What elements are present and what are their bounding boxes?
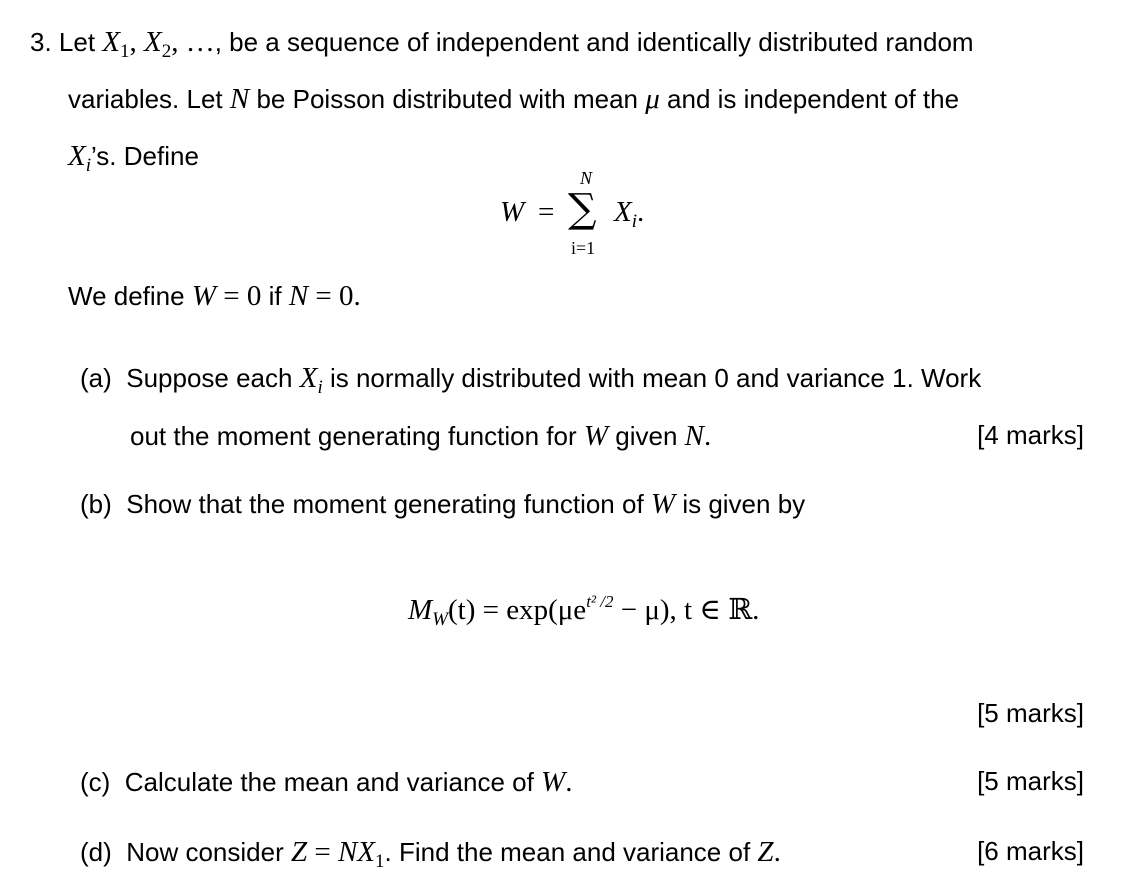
mgf-main: (t) = exp(μe	[448, 594, 587, 626]
def-text: We define	[68, 281, 185, 311]
part-a-xi: $X_i$	[299, 362, 323, 398]
mgf-m: M	[408, 594, 433, 626]
part-a-text4: given	[615, 421, 678, 451]
ellipsis: …	[185, 26, 215, 58]
part-c-text: Calculate the mean and variance of	[124, 767, 534, 797]
eq-equals: =	[538, 196, 555, 228]
q-line1-rest: , be a sequence of independent and identically distributed random	[214, 27, 974, 57]
def-eq0b: = 0.	[315, 280, 361, 312]
part-d-text1: Now consider	[126, 837, 284, 867]
q-let: Let	[58, 27, 96, 57]
part-a-text1: Suppose each	[126, 363, 293, 393]
part-d-z2: Z	[757, 836, 774, 868]
part-b-w: W	[650, 488, 676, 520]
eq-w: W	[500, 196, 525, 228]
mgf-m-sub: W	[432, 609, 448, 630]
part-d-nx1: $NX_1$	[337, 836, 385, 872]
part-b-marks: [5 marks]	[977, 698, 1084, 728]
question-line-3	[68, 140, 199, 176]
eq-x-i: $X_i$.	[614, 196, 645, 232]
var-n: N	[229, 83, 250, 115]
part-d-text2: . Find the mean and variance of	[384, 837, 751, 867]
sum-upper-limit: N	[580, 168, 593, 188]
part-c-marks: [5 marks]	[977, 766, 1084, 796]
sum-sigma: ∑	[568, 186, 597, 232]
def-w: W	[191, 280, 216, 312]
q-line2-a: variables. Let	[68, 84, 223, 114]
mgf-equation	[408, 592, 760, 630]
part-a-text2: is normally distributed with mean 0 and variance 1. Work	[329, 363, 982, 393]
question-line-2	[68, 83, 959, 116]
definition-line	[68, 280, 361, 313]
q-line2-c: and is independent of the	[667, 84, 960, 114]
var-xi: $X_i$	[68, 140, 91, 176]
var-x1: $X_1$	[102, 26, 130, 62]
part-a-line-2: out the moment generating function for W given N.	[130, 420, 712, 452]
part-d-marks: [6 marks]	[977, 836, 1084, 866]
part-a-w: W	[583, 420, 609, 452]
part-d-z: Z	[290, 836, 308, 868]
part-b-text: Show that the moment generating function of	[126, 489, 644, 519]
var-mu: μ	[645, 83, 660, 115]
def-n: N	[288, 280, 309, 312]
part-d-label: (d)	[80, 837, 112, 867]
part-c-line: (c) Calculate the mean and variance of W.	[80, 766, 573, 798]
part-a-n: N	[684, 420, 704, 452]
sum-lower-limit: i=1	[571, 238, 596, 258]
part-b-line	[80, 488, 805, 521]
mgf-end: − μ), t ∈ ℝ.	[613, 594, 760, 626]
def-if: if	[268, 281, 282, 311]
part-a-label: (a)	[80, 363, 112, 393]
part-b-label: (b)	[80, 489, 112, 519]
part-a-line-1	[80, 362, 982, 398]
question-number: 3.	[30, 27, 52, 57]
q-line3-rest: ’s. Define	[91, 141, 199, 171]
part-c-label: (c)	[80, 767, 111, 797]
mgf-exponent: t² /2	[586, 592, 614, 611]
part-a-marks: [4 marks]	[977, 420, 1084, 450]
part-d-eq: =	[314, 836, 331, 868]
part-c-w: W	[541, 766, 566, 798]
part-b-text2: is given by	[682, 489, 806, 519]
def-eq0: = 0	[223, 280, 262, 312]
part-a-text3: out the moment generating function for	[130, 421, 577, 451]
q-line2-b: be Poisson distributed with mean	[256, 84, 639, 114]
var-x2: $X_2$	[144, 26, 172, 62]
part-d-line: (d) Now consider $Z = NX_1$. Find the mean and variance of Z.	[80, 836, 781, 872]
question-line-1: 3. Let $X_1$, $X_2$, …, be a sequence of independent and identically distributed random	[30, 26, 974, 62]
